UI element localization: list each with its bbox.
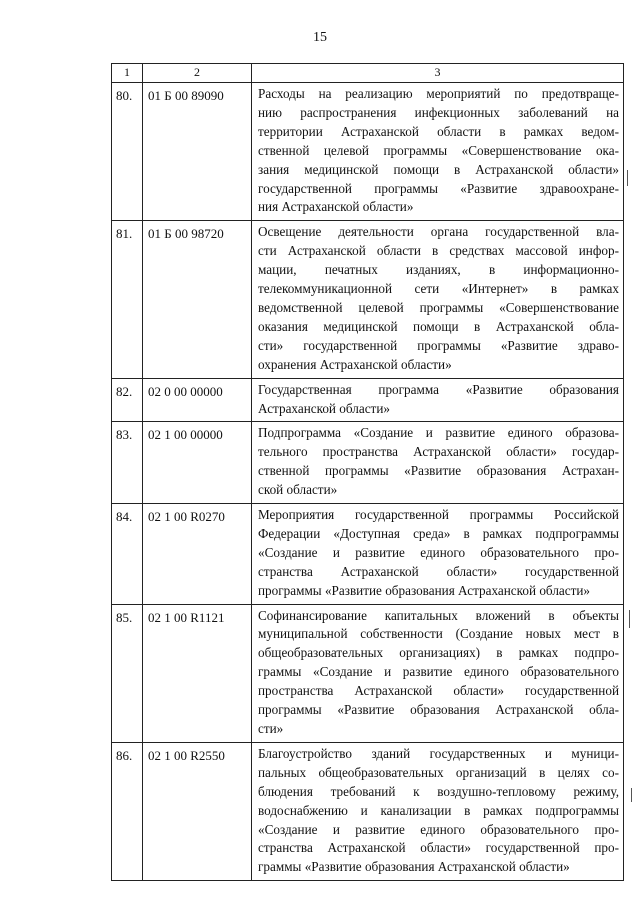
budget-code: 01 Б 00 89090 (143, 83, 252, 221)
description-line: пальных общеобразовательных организаций в целях со- (258, 764, 619, 780)
table-body (112, 83, 624, 881)
description-line: зания медицинской помощи в Астраханской области» (258, 161, 619, 177)
description-line: сти Астраханской области в средствах массовой инфор- (258, 243, 619, 259)
row-description (252, 504, 624, 605)
table-header-row (112, 64, 624, 83)
description-line: территории Астраханской области в рамках ведом- (258, 123, 619, 139)
description-line: «Создание и развитие единого образовательного про- (258, 821, 619, 837)
row-description (252, 604, 624, 742)
description-line: общеобразовательных организациях) в рамках подпро- (258, 645, 619, 661)
row-number: 82. (112, 378, 143, 422)
table-row (112, 83, 624, 221)
description-line: блюдения требований к воздушно-тепловому режиму, (258, 783, 619, 799)
budget-classification-table (111, 63, 624, 881)
description-line: Благоустройство зданий государственных и муници- (258, 745, 619, 761)
table-row (112, 221, 624, 378)
description-line: «Создание и развитие единого образовательного про- (258, 544, 619, 560)
description-line: Софинансирование капитальных вложений в объекты (258, 607, 619, 623)
description-line: граммы «Развитие образования Астраханской области» (258, 859, 570, 875)
description-line: муниципальной собственности (Создание новых мест в (258, 626, 619, 642)
description-line: программы «Развитие образования Астраханской обла- (258, 702, 619, 718)
budget-code: 01 Б 00 98720 (143, 221, 252, 378)
budget-code: 02 1 00 R0270 (143, 504, 252, 605)
description-line: государственной программы «Развитие здравоохране- (258, 180, 619, 196)
description-line: странства Астраханской области» государственной про- (258, 840, 619, 856)
description-line: Государственная программа «Развитие образования (258, 381, 619, 397)
table-row (112, 604, 624, 742)
description-line: Мероприятия государственной программы Российской (258, 507, 619, 523)
budget-code: 02 1 00 00000 (143, 422, 252, 504)
budget-code: 02 0 00 00000 (143, 378, 252, 422)
row-description (252, 422, 624, 504)
column-header-code: 2 (143, 64, 252, 83)
column-header-description: 3 (252, 64, 624, 83)
description-line: пространства Астраханской области» государственной (258, 683, 619, 699)
row-number: 81. (112, 221, 143, 378)
description-line: Расходы на реализацию мероприятий по предотвраще- (258, 86, 619, 101)
description-line: водоснабжению и канализации в рамках подпрограммы (258, 802, 619, 818)
description-line: тельного пространства Астраханской области» государ- (258, 444, 619, 460)
description-line: ния Астраханской области» (258, 199, 414, 215)
description-line: сти» государственной программы «Развитие здраво- (258, 337, 619, 353)
description-line: Федерации «Доступная среда» в рамках подпрограммы (258, 525, 619, 541)
margin-mark (629, 610, 630, 628)
table-row (112, 378, 624, 422)
description-line: охранения Астраханской области» (258, 356, 452, 372)
row-number: 85. (112, 604, 143, 742)
row-number: 84. (112, 504, 143, 605)
description-line: Астраханской области» (258, 400, 390, 416)
row-description (252, 221, 624, 378)
budget-code: 02 1 00 R1121 (143, 604, 252, 742)
row-number: 83. (112, 422, 143, 504)
description-line: Освещение деятельности органа государственной вла- (258, 224, 619, 240)
description-line: сти» (258, 721, 284, 736)
row-description (252, 742, 624, 880)
row-number: 80. (112, 83, 143, 221)
table-row (112, 504, 624, 605)
description-line: граммы «Создание и развитие единого образовательного (258, 664, 619, 680)
description-line: оказания медицинской помощи в Астраханской обла- (258, 318, 619, 334)
description-line: ственной целевой программы «Совершенствование ока- (258, 142, 619, 158)
row-description (252, 83, 624, 221)
description-line: странства Астраханской области» государственной (258, 563, 619, 579)
table-row (112, 742, 624, 880)
row-description (252, 378, 624, 422)
column-header-number: 1 (112, 64, 143, 83)
margin-mark (627, 170, 628, 186)
description-line: программы «Развитие образования Астраханской области» (258, 582, 591, 598)
description-line: Подпрограмма «Создание и развитие единого образова- (258, 425, 619, 441)
page-number: 15 (313, 30, 327, 45)
budget-code: 02 1 00 R2550 (143, 742, 252, 880)
table-row (112, 422, 624, 504)
description-line: ственной программы «Развитие образования Астрахан- (258, 463, 619, 479)
description-line: мации, печатных изданиях, в информационно- (258, 262, 619, 278)
description-line: нию распространения инфекционных заболеваний на (258, 104, 619, 120)
row-number: 86. (112, 742, 143, 880)
description-line: ской области» (258, 482, 338, 498)
description-line: ведомственной целевой программы «Совершенствование (258, 299, 619, 315)
margin-mark (631, 788, 632, 802)
description-line: телекоммуникационной сети «Интернет» в рамках (258, 281, 619, 297)
